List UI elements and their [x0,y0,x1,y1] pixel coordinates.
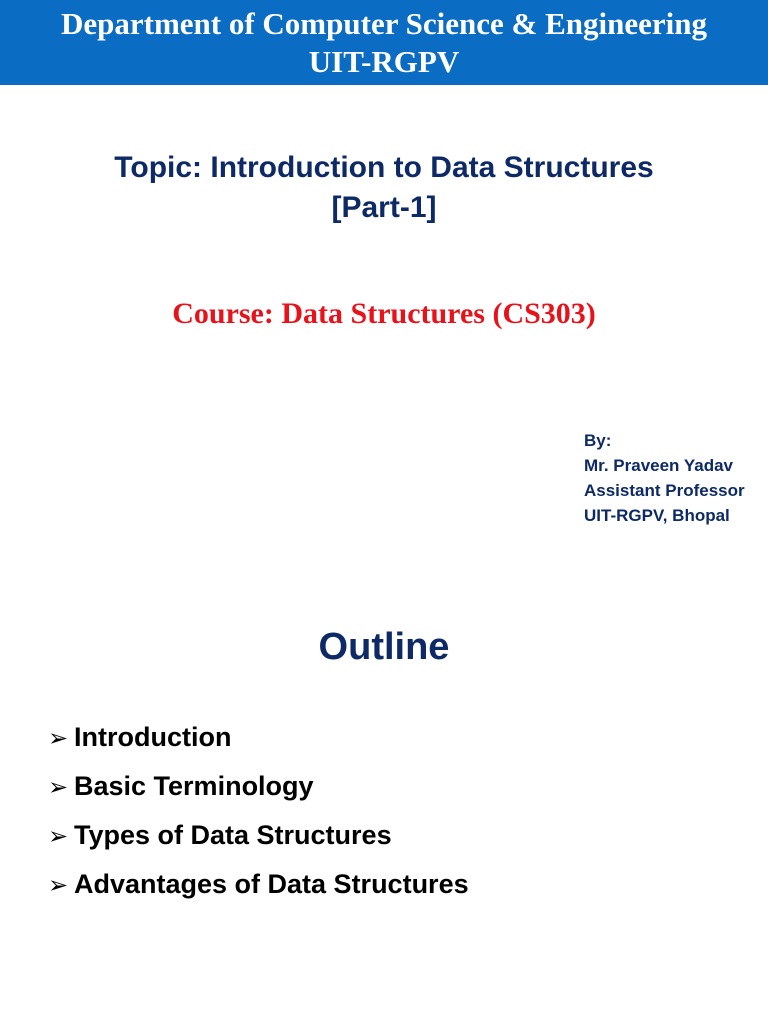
department-name: Department of Computer Science & Engineering [60,6,708,41]
arrow-bullet-icon: ➢ [48,870,69,899]
list-item [48,762,469,811]
list-item-label: Types of Data Structures [74,820,392,850]
outline-list [48,713,469,909]
author-name: Mr. Praveen Yadav [584,456,734,475]
department-banner [0,0,768,85]
topic-line-2: [Part-1] [331,191,437,224]
list-item-label: Introduction [74,722,232,752]
author-affiliation: UIT-RGPV, Bhopal [584,506,730,525]
list-item [48,811,469,860]
institute-name: UIT-RGPV [308,44,460,79]
arrow-bullet-icon: ➢ [48,821,69,850]
topic-heading [0,148,768,228]
list-item-label: Advantages of Data Structures [74,869,469,899]
author-designation: Assistant Professor [584,481,745,500]
outline-title: Outline [318,626,450,668]
course-title: Course: Data Structures (CS303) [172,297,596,330]
list-item [48,860,469,909]
list-item [48,713,469,762]
arrow-bullet-icon: ➢ [48,723,69,752]
topic-line-1: Topic: Introduction to Data Structures [114,151,654,184]
author-block [584,428,745,528]
list-item-label: Basic Terminology [74,771,314,801]
author-by-label: By: [584,431,612,450]
arrow-bullet-icon: ➢ [48,772,69,801]
